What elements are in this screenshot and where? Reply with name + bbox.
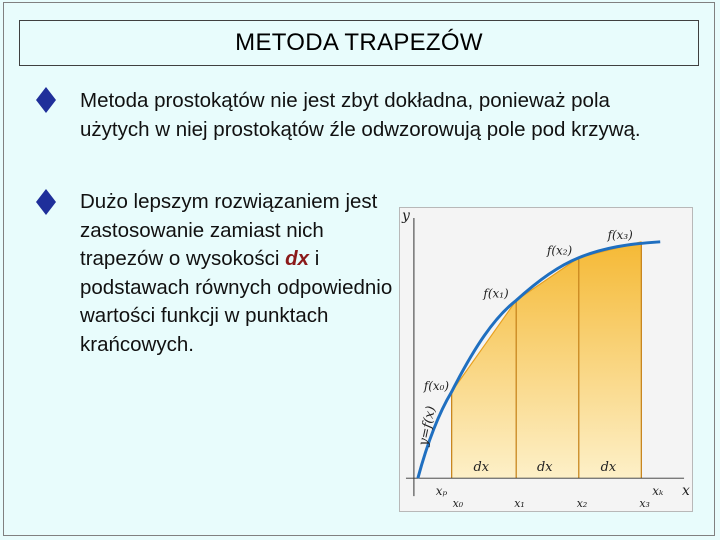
diamond-bullet-icon: [35, 189, 57, 215]
f-x0-label: f(x₀): [423, 378, 450, 393]
f-x1-label: f(x₁): [483, 286, 509, 301]
xk-label: xₖ: [652, 484, 664, 499]
x3-tick-label: x₃: [639, 496, 650, 510]
bullet-text-1: Metoda prostokątów nie jest zbyt dokładna, ponieważ pola użytych w niej prostokątów źle odwzorowują pole pod krzywą.: [80, 89, 641, 141]
curve-label: y=f(x): [416, 404, 440, 448]
dx-label: dx: [600, 460, 617, 476]
bullet-text-2: [80, 188, 400, 359]
dx-label: dx: [537, 460, 553, 476]
slide-title: METODA TRAPEZÓW: [235, 29, 483, 56]
xp-label: xₚ: [435, 484, 448, 499]
x0-tick-label: x₀: [452, 496, 464, 510]
x-axis-label: x: [682, 483, 690, 500]
title-box: [19, 20, 699, 66]
f-x2-label: f(x₂): [546, 243, 573, 258]
trapezoid-method-diagram: [399, 207, 693, 512]
x1-tick-label: x₁: [514, 496, 525, 510]
x2-tick-label: x₂: [576, 496, 588, 510]
dx-label: dx: [473, 460, 490, 476]
y-axis-label: y: [401, 207, 410, 224]
diamond-bullet-icon: [35, 87, 57, 113]
bullet-text-2-part2: i podstawach równych odpowiednio wartości funkcji w punktach krańcowych.: [80, 247, 393, 356]
dx-highlight: dx: [285, 247, 310, 270]
bullet-text-2-part1: Dużo lepszym rozwiązaniem jest zastosowanie zamiast nich trapezów o wysokości: [80, 190, 378, 270]
f-x3-label: f(x₃): [607, 227, 633, 242]
